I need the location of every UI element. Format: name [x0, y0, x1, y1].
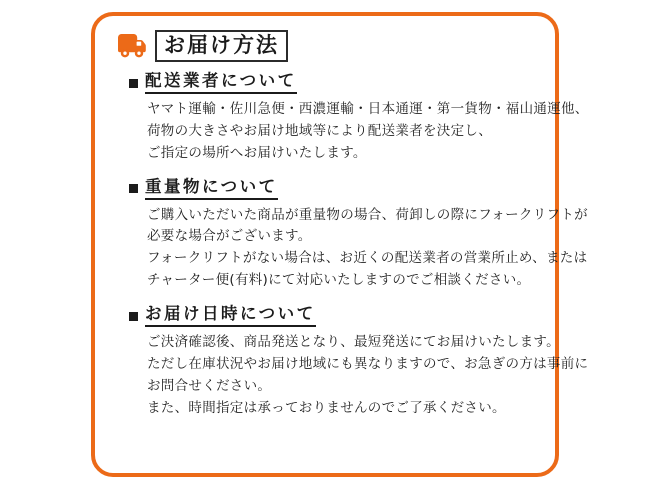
section-heavy-items — [117, 176, 588, 292]
body-line: ご決済確認後、商品発送となり、最短発送にてお届けいたします。 — [147, 334, 560, 351]
body-line: ご購入いただいた商品が重量物の場合、荷卸しの際にフォークリフトが — [147, 206, 588, 223]
body-line: チャーター便(有料)にて対応いたしますのでご相談ください。 — [147, 272, 531, 289]
section-body — [117, 99, 589, 165]
section-heading-row — [117, 72, 535, 94]
delivery-truck-icon — [117, 33, 147, 59]
body-line: フォークリフトがない場合は、お近くの配送業者の営業所止め、または — [147, 250, 588, 267]
page-title-box — [155, 30, 288, 62]
delivery-info-panel — [91, 12, 589, 477]
body-line: 荷物の大きさやお届け地域等により配送業者を決定し、 — [147, 122, 492, 139]
filled-square-bullet-icon — [129, 79, 138, 88]
section-delivery-datetime — [117, 304, 589, 419]
body-line: ご指定の場所へお届けいたします。 — [147, 144, 367, 161]
body-line: ただし在庫状況やお届け地域にも異なりますので、お急ぎの方は事前に — [147, 355, 589, 372]
section-body — [117, 205, 588, 292]
body-line: 必要な場合がございます。 — [147, 228, 312, 245]
panel-inner — [95, 16, 589, 473]
filled-square-bullet-icon — [129, 184, 138, 193]
filled-square-bullet-icon — [129, 312, 138, 321]
section-heading: 重量物について — [145, 178, 278, 200]
body-line: お問合せください。 — [147, 377, 272, 394]
page-title: お届け方法 — [164, 33, 279, 57]
section-heading: お届け日時について — [145, 305, 316, 327]
body-line: また、時間指定は承っておりませんのでご了承ください。 — [147, 399, 506, 416]
section-heading: 配送業者について — [145, 72, 297, 94]
section-body — [117, 332, 589, 419]
section-shipping-carriers — [117, 71, 589, 165]
body-line: ヤマト運輸・佐川急便・西濃運輸・日本通運・第一貨物・福山通運他、 — [147, 101, 589, 118]
section-heading-row — [117, 178, 535, 200]
panel-header — [117, 30, 535, 62]
section-heading-row — [117, 305, 535, 327]
